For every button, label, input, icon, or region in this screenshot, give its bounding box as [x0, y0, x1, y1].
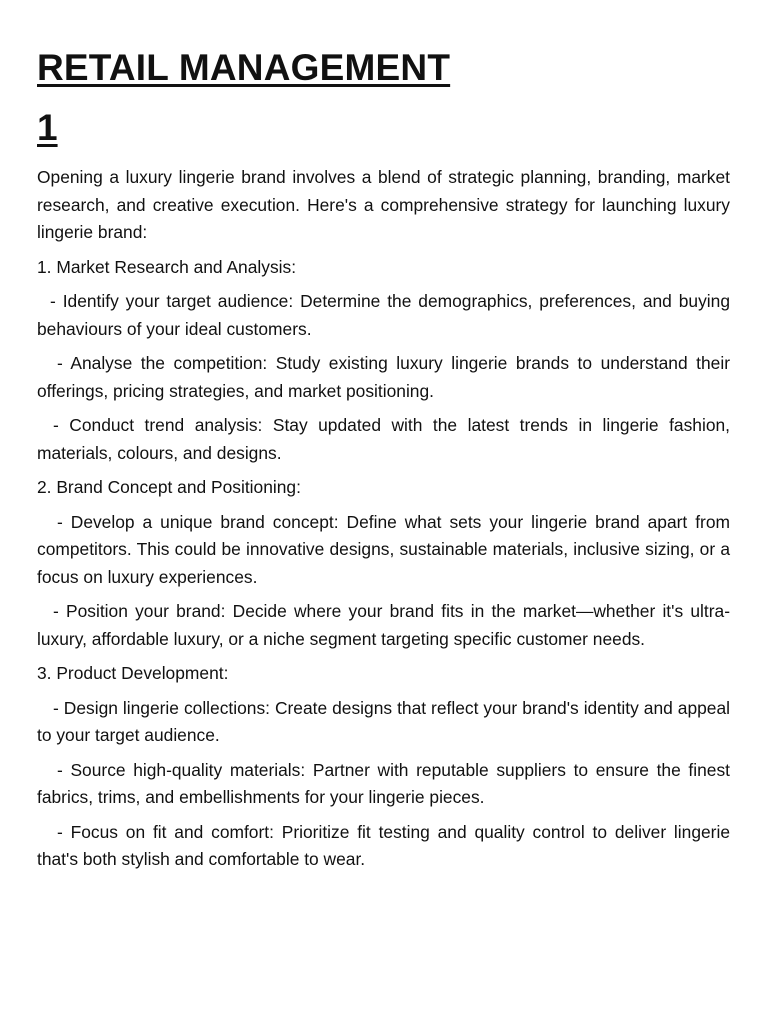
list-item: - Conduct trend analysis: Stay updated with the latest trends in lingerie fashion, materials, colours, and designs. — [37, 415, 730, 463]
intro-paragraph: Opening a luxury lingerie brand involves a blend of strategic planning, branding, market research, and creative execution. Here's a comprehensive strategy for launching luxury lingerie brand: — [37, 167, 730, 242]
list-item: - Focus on fit and comfort: Prioritize fit testing and quality control to deliver lingerie that's both stylish and comfortable to wear. — [37, 821, 730, 869]
list-item: - Position your brand: Decide where your brand fits in the market—whether it's ultra-luxury, affordable luxury, or a niche segment targeting specific customer needs. — [37, 601, 730, 649]
list-item: - Source high-quality materials: Partner with reputable suppliers to ensure the finest fabrics, trims, and embellishments for your lingerie pieces. — [37, 759, 730, 807]
list-item: - Analyse the competition: Study existing luxury lingerie brands to understand their offerings, pricing strategies, and market positioning. — [37, 353, 730, 401]
document-page — [37, 44, 730, 881]
section-heading-brand-concept: 2. Brand Concept and Positioning: — [37, 477, 301, 497]
section-heading-product-development: 3. Product Development: — [37, 663, 229, 683]
list-item: - Design lingerie collections: Create designs that reflect your brand's identity and appeal to your target audience. — [37, 697, 730, 745]
document-body — [37, 164, 730, 874]
list-item: - Identify your target audience: Determine the demographics, preferences, and buying behaviours of your ideal customers. — [37, 291, 730, 339]
chapter-number: 1 — [37, 107, 58, 148]
document-title: RETAIL MANAGEMENT — [37, 47, 451, 88]
section-heading-market-research: 1. Market Research and Analysis: — [37, 256, 297, 277]
list-item: - Develop a unique brand concept: Define what sets your lingerie brand apart from competitors. This could be innovative designs, sustainable materials, inclusive sizing, or a focus on luxury experiences. — [37, 511, 730, 587]
